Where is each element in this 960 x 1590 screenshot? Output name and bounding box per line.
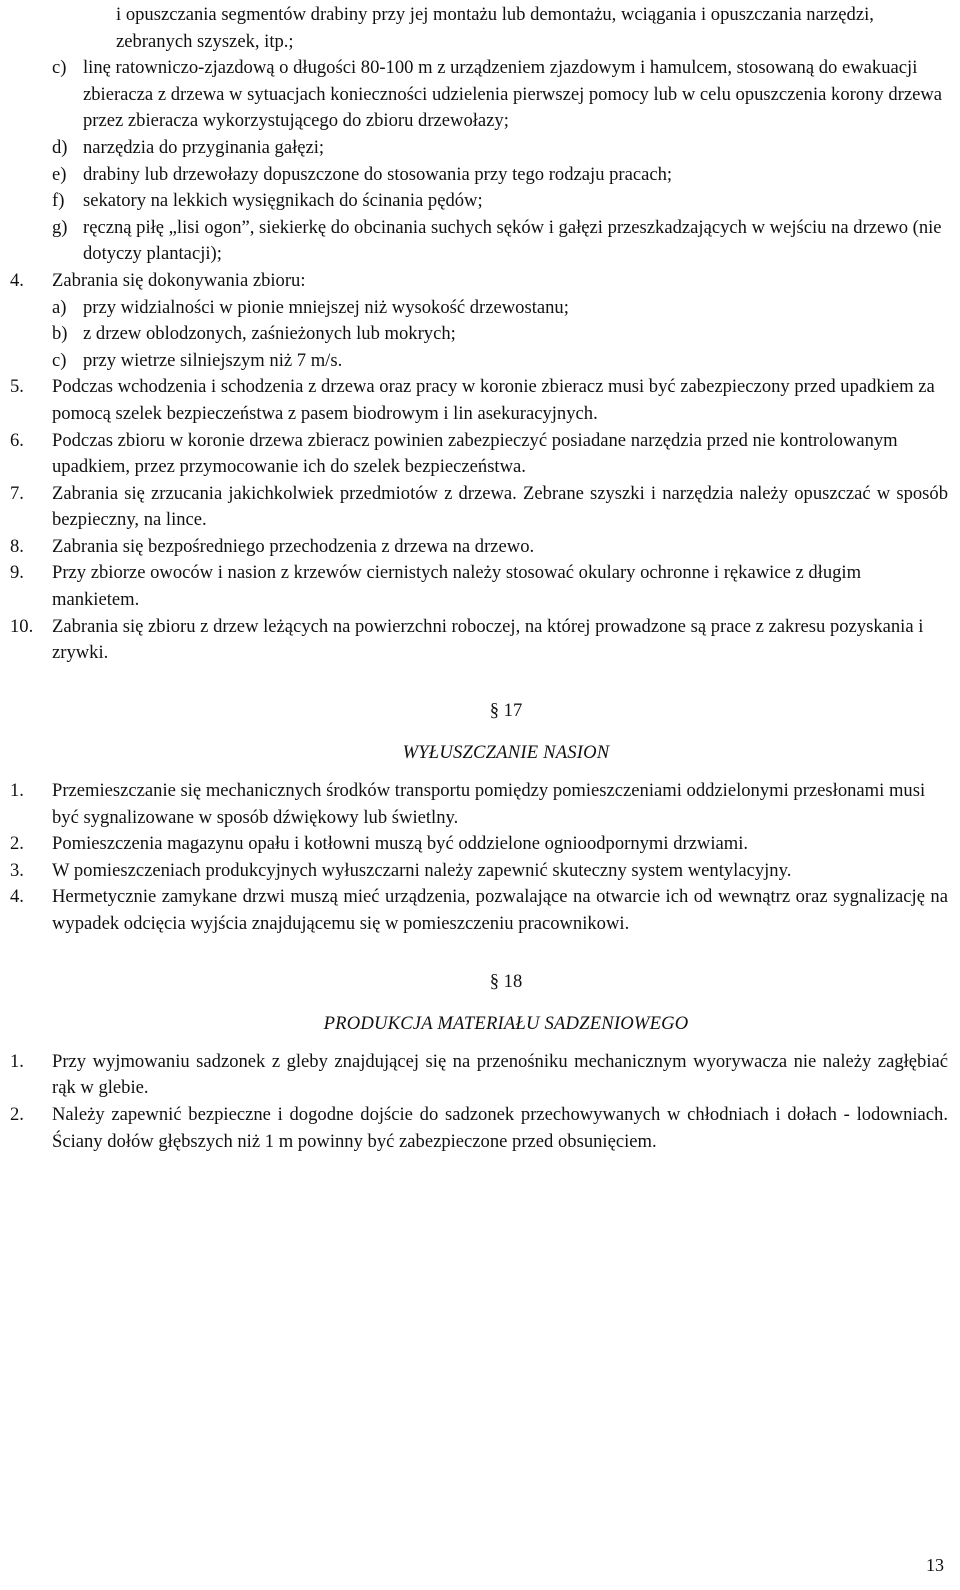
- section-17-symbol: § 17: [489, 699, 523, 721]
- section-17-item-3: [0, 858, 960, 885]
- list-text: linę ratowniczo-zjazdową o długości 80-100 m z urządzeniem zjazdowym i hamulcem, stosowaną do ewakuacji zbieracza z drzewa w sytuacjach konieczności udzielenia pierwszej pomocy lub w celu opuszczenia korony drzewa przez zbieracza wykorzystującego do zbioru drzewołazy;: [83, 57, 943, 132]
- list-item-g: [0, 215, 960, 268]
- item-text: Należy zapewnić bezpieczne i dogodne dojście do sadzonek przechowywanych w chłodniach i dołach - lodowniach. Ściany dołów głębszych niż 1 m powinny być zabezpieczone przed obsunięciem.: [52, 1103, 948, 1152]
- item-number: 2.: [10, 1103, 24, 1125]
- list-text: ręczną piłę „lisi ogon”, siekierkę do obcinania suchych sęków i gałęzi przeszkadzających w wejściu na drzewo (nie dotyczy plantacji);: [83, 216, 942, 265]
- list-text: narzędzia do przyginania gałęzi;: [83, 136, 325, 158]
- item-number: 5.: [10, 376, 24, 398]
- list-text: przy widzialności w pionie mniejszej niż wysokość drzewostanu;: [83, 296, 569, 318]
- section-17-title: WYŁUSZCZANIE NASION: [402, 742, 610, 764]
- item-number: 7.: [10, 482, 24, 504]
- section-18-symbol: § 18: [489, 970, 523, 992]
- numbered-item-10: [0, 614, 960, 667]
- item-text: W pomieszczeniach produkcyjnych wyłuszczarni należy zapewnić skuteczny system wentylacyjny.: [52, 859, 792, 881]
- item-text: Podczas wchodzenia i schodzenia z drzewa oraz pracy w koronie zbieracz musi być zabezpieczony przed upadkiem za pomocą szelek bezpieczeństwa z pasem biodrowym i lin asekuracyjnych.: [52, 376, 935, 424]
- sub-item-4a: [0, 295, 960, 322]
- item-number: 8.: [10, 535, 24, 557]
- numbered-item-9: [0, 560, 960, 613]
- list-marker: a): [52, 296, 67, 318]
- item-number: 2.: [10, 833, 24, 855]
- item-text: Zabrania się dokonywania zbioru:: [52, 269, 306, 291]
- numbered-item-4: [0, 268, 960, 295]
- item-number: 3.: [10, 859, 24, 881]
- item-text: Hermetycznie zamykane drzwi muszą mieć urządzenia, pozwalające na otwarcie ich od wewnątrz oraz sygnalizację na wypadek odcięcia wyjścia znajdującemu się w pomieszczeniu pracownikowi.: [52, 886, 948, 934]
- list-item-e: [0, 162, 960, 189]
- item-text: Przy wyjmowaniu sadzonek z gleby znajdującej się na przenośniku mechanicznym wyorywacza nie należy zagłębiać rąk w glebie.: [52, 1050, 948, 1099]
- document-page: [0, 2, 960, 1155]
- list-marker: c): [52, 349, 67, 371]
- section-18-title: PRODUKCJA MATERIAŁU SADZENIOWEGO: [323, 1013, 689, 1035]
- item-number: 4.: [10, 886, 24, 908]
- numbered-item-6: [0, 428, 960, 481]
- continued-text: i opuszczania segmentów drabiny przy jej montażu lub demontażu, wciągania i opuszczania narzędzi, zebranych szyszek, itp.;: [116, 4, 874, 52]
- numbered-item-8: [0, 534, 960, 561]
- numbered-item-5: [0, 374, 960, 427]
- list-marker: b): [52, 323, 68, 345]
- item-number: 1.: [10, 780, 24, 802]
- item-number: 10.: [10, 615, 34, 637]
- item-text: Podczas zbioru w koronie drzewa zbieracz powinien zabezpieczyć posiadane narzędzia przed nie kontrolowanym upadkiem, przez przymocowanie ich do szelek bezpieczeństwa.: [52, 429, 898, 478]
- item-number: 4.: [10, 269, 24, 291]
- section-18-item-1: [0, 1049, 960, 1102]
- item-text: Pomieszczenia magazynu opału i kotłowni muszą być oddzielone ognioodpornymi drzwiami.: [52, 833, 749, 855]
- item-text: Przy zbiorze owoców i nasion z krzewów ciernistych należy stosować okulary ochronne i rękawice z długim mankietem.: [52, 562, 862, 611]
- item-number: 1.: [10, 1050, 24, 1072]
- section-17-item-4: [0, 884, 960, 937]
- sub-item-4c: [0, 348, 960, 375]
- list-item-c: [0, 55, 960, 135]
- list-text: drabiny lub drzewołazy dopuszczone do stosowania przy tego rodzaju pracach;: [83, 163, 673, 185]
- list-text: z drzew oblodzonych, zaśnieżonych lub mokrych;: [83, 323, 456, 345]
- list-text: sekatory na lekkich wysięgnikach do ścinania pędów;: [83, 190, 483, 212]
- numbered-item-7: [0, 481, 960, 534]
- list-marker: g): [52, 216, 68, 238]
- section-18-item-2: [0, 1102, 960, 1155]
- list-marker: e): [52, 163, 67, 185]
- list-marker: c): [52, 57, 67, 79]
- list-text: przy wietrze silniejszym niż 7 m/s.: [83, 349, 343, 371]
- item-text: Zabrania się zrzucania jakichkolwiek przedmiotów z drzewa. Zebrane szyszki i narzędzia należy opuszczać w sposób bezpieczny, na lince.: [52, 482, 948, 531]
- item-text: Przemieszczanie się mechanicznych środków transportu pomiędzy pomieszczeniami oddzielonymi przesłonami musi być sygnalizowane w sposób dźwiękowy lub świetlny.: [52, 780, 926, 828]
- item-text: Zabrania się bezpośredniego przechodzenia z drzewa na drzewo.: [52, 535, 535, 557]
- section-17-item-2: [0, 831, 960, 858]
- section-17-item-1: [0, 778, 960, 831]
- list-item-f: [0, 188, 960, 215]
- sub-item-4b: [0, 321, 960, 348]
- list-marker: d): [52, 136, 68, 158]
- list-marker: f): [52, 190, 65, 212]
- item-number: 9.: [10, 562, 24, 584]
- item-text: Zabrania się zbioru z drzew leżących na powierzchni roboczej, na której prowadzone są prace z zakresu pozyskania i zrywki.: [52, 615, 924, 664]
- item-number: 6.: [10, 429, 24, 451]
- list-item-d: [0, 135, 960, 162]
- page-number: 13: [926, 1555, 944, 1575]
